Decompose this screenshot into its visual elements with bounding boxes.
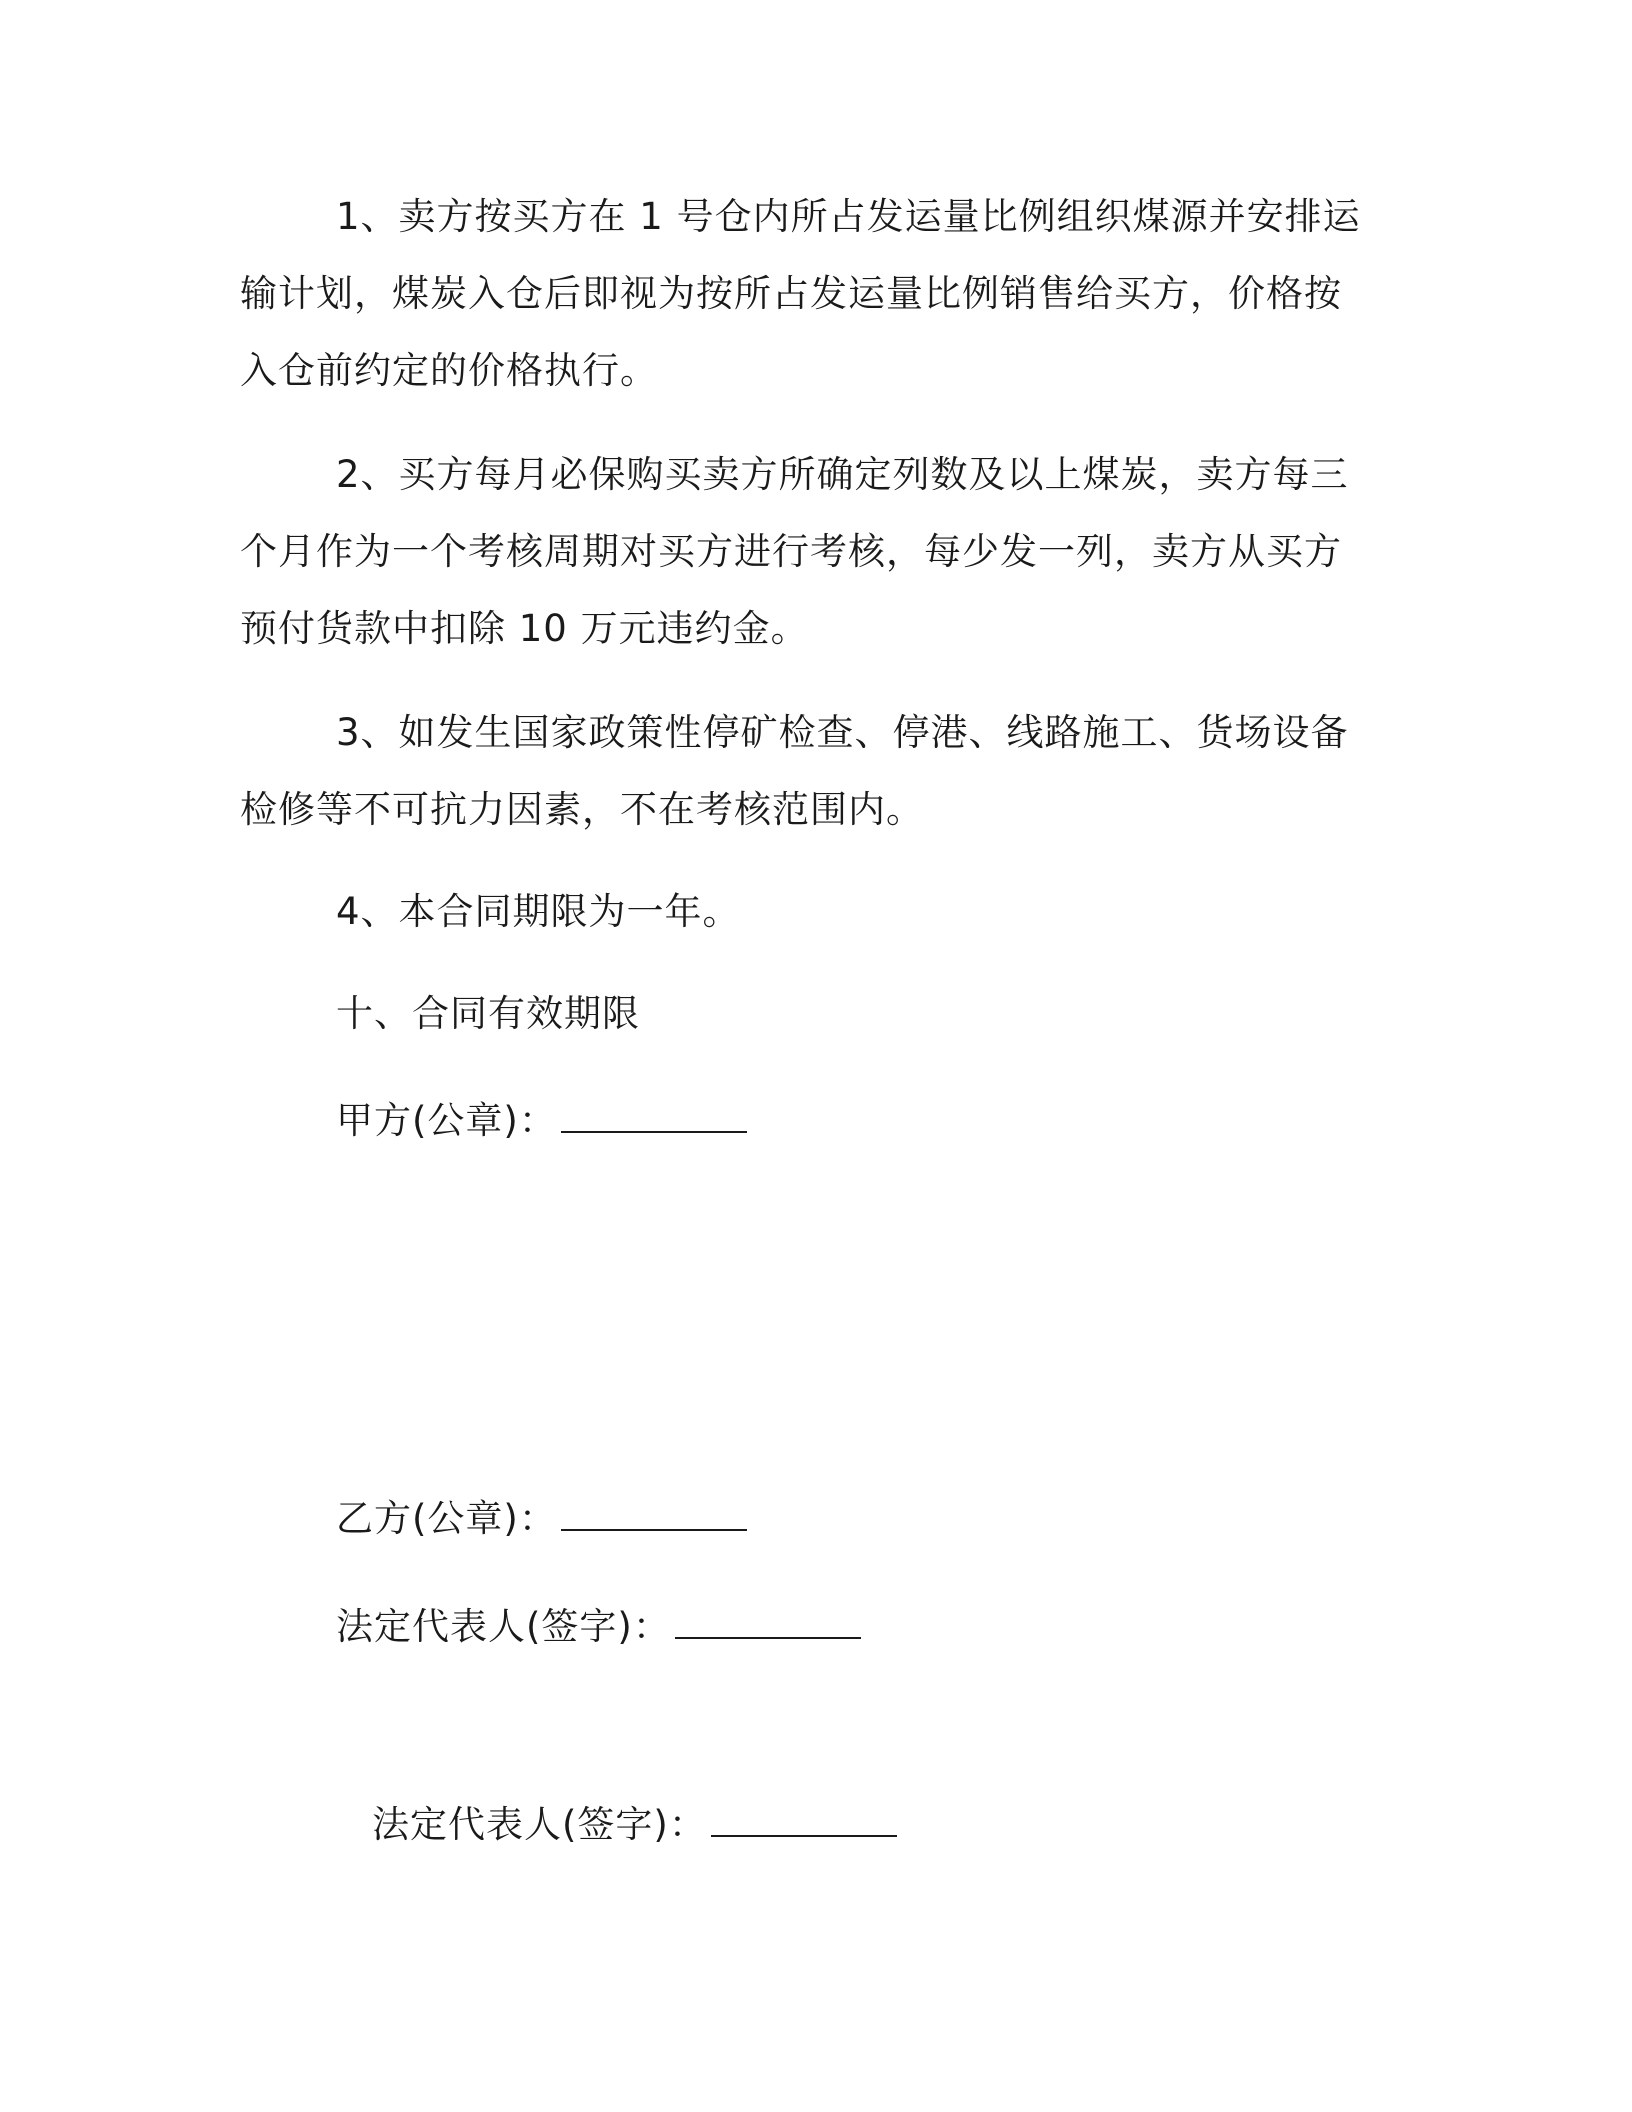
party-a-signature-line xyxy=(336,1082,747,1159)
party-b-blank xyxy=(561,1495,747,1531)
rep-a-blank xyxy=(711,1801,897,1837)
rep-b-blank xyxy=(675,1603,861,1639)
clause-2: 2、买方每月必保购买卖方所确定列数及以上煤炭，卖方每三个月作为一个考核周期对买方进行考核，每少发一列，卖方从买方预付货款中扣除 10 万元违约金。 xyxy=(240,453,1349,650)
section-heading: 十、合同有效期限 xyxy=(336,992,640,1035)
party-b-label: 乙方(公章)： xyxy=(336,1497,557,1540)
clause-1: 1、卖方按买方在 1 号仓内所占发运量比例组织煤源并安排运输计划，煤炭入仓后即视为按所占发运量比例销售给买方，价格按入仓前约定的价格执行。 xyxy=(240,195,1361,392)
rep-b-signature-line xyxy=(336,1588,861,1665)
clause-3: 3、如发生国家政策性停矿检查、停港、线路施工、货场设备检修等不可抗力因素，不在考核范围内。 xyxy=(240,711,1349,831)
party-a-label: 甲方(公章)： xyxy=(336,1099,557,1142)
rep-a-signature-line xyxy=(372,1786,897,1863)
clause-4: 4、本合同期限为一年。 xyxy=(336,890,741,933)
rep-b-label: 法定代表人(签字)： xyxy=(336,1605,671,1648)
party-b-signature-line xyxy=(336,1480,747,1557)
rep-a-label: 法定代表人(签字)： xyxy=(372,1803,707,1846)
party-a-blank xyxy=(561,1097,747,1133)
